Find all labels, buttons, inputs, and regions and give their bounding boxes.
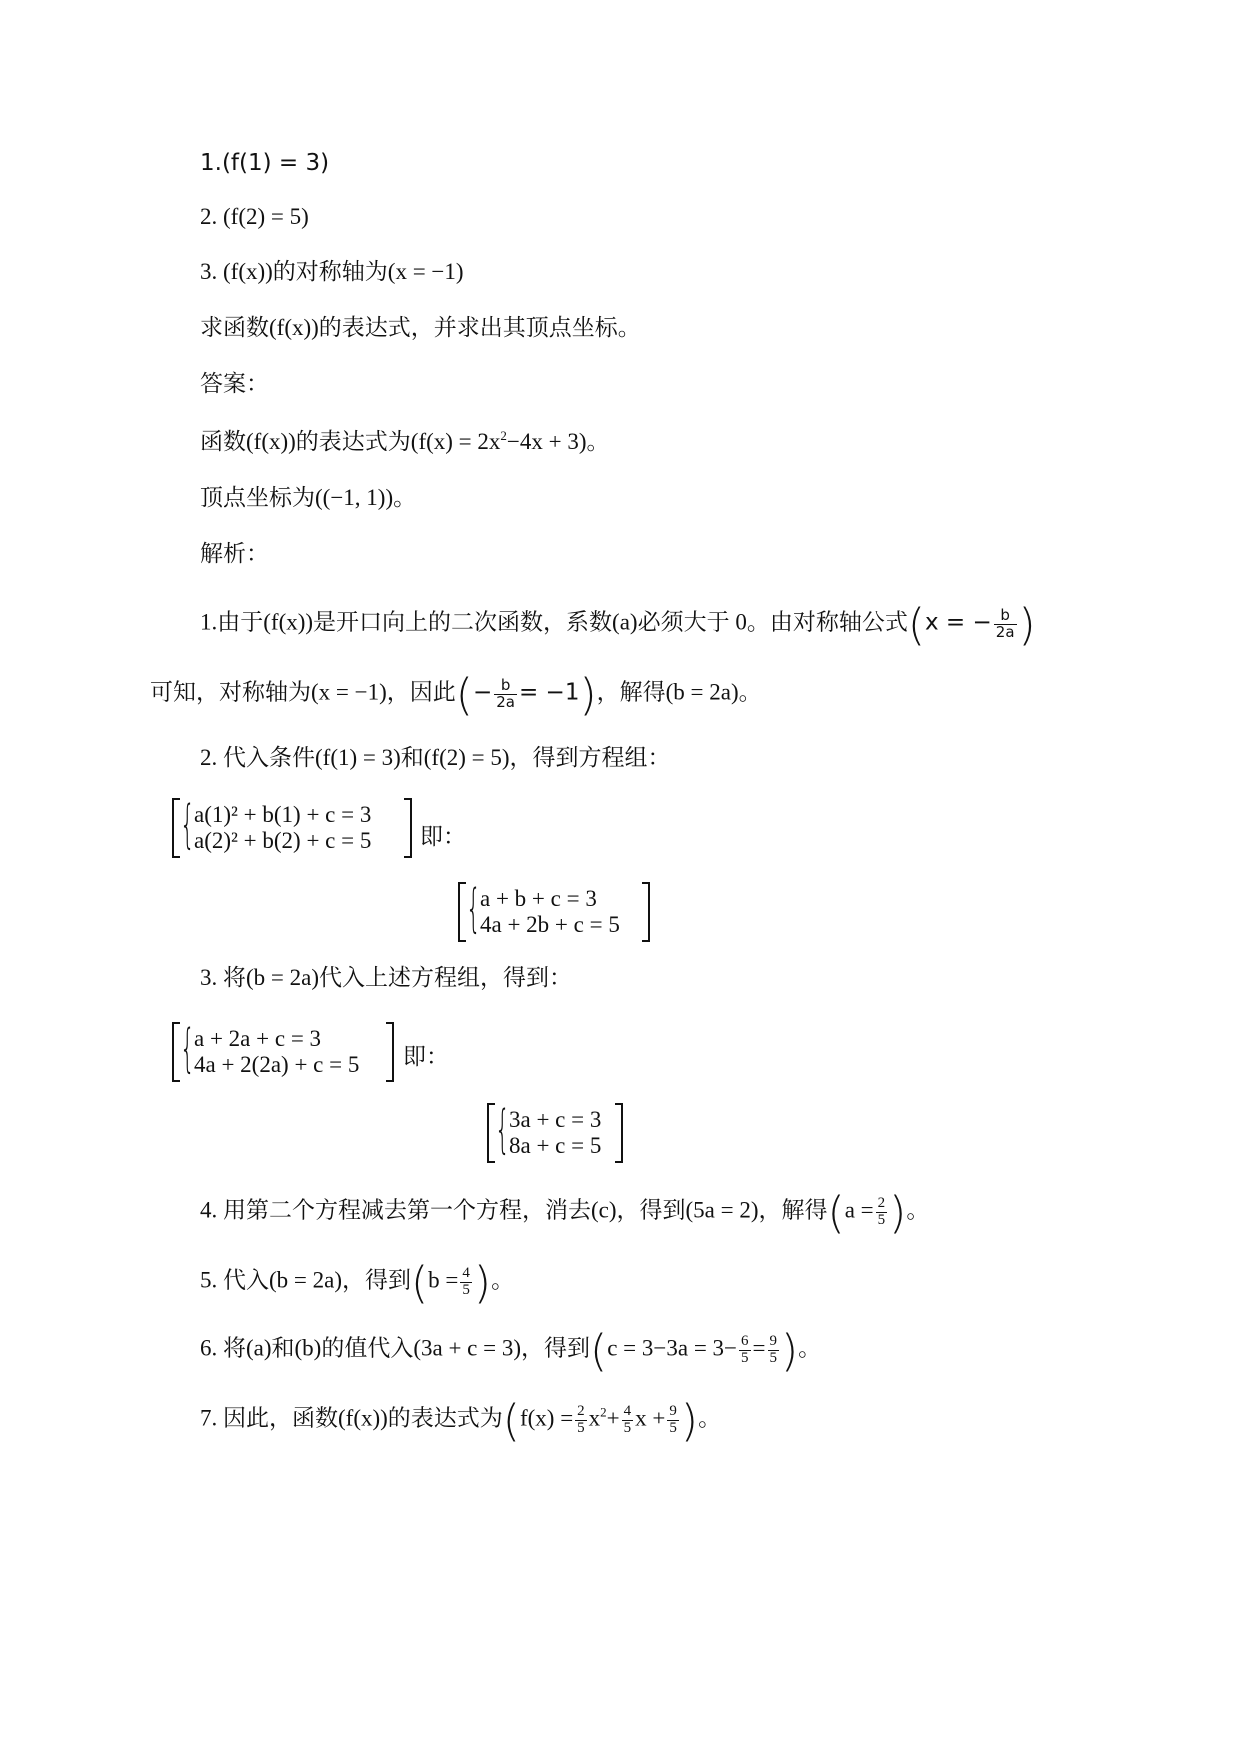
step-7 (200, 1395, 722, 1447)
system-row: 3a + c = 3 (509, 1107, 602, 1132)
fraction-2-over-5 (575, 1404, 587, 1437)
condition-1: 1.(f(1) = 3) (200, 150, 330, 176)
system-row: 8a + c = 5 (509, 1133, 602, 1158)
close-paren: ) (781, 1325, 799, 1377)
fraction-denominator: 2a (995, 622, 1015, 641)
answer-expression (200, 430, 610, 453)
step-6-equals: = (752, 1335, 766, 1361)
fraction-9-over-5 (768, 1334, 780, 1367)
right-bracket (386, 1022, 394, 1082)
step-6 (200, 1325, 822, 1377)
answer-vertex: 顶点坐标为((−1, 1))。 (200, 485, 417, 510)
open-paren: ( (455, 669, 473, 721)
answer-expr-prefix: 函数(f(x))的表达式为(f(x) = 2x (200, 429, 501, 454)
step-7-x: x (588, 1405, 601, 1431)
right-bracket (615, 1103, 623, 1163)
left-brace: { (180, 1019, 195, 1079)
close-paren: ) (473, 1257, 492, 1309)
step-6-text: 6. 将(a)和(b)的值代入(3a + c = 3)，得到 (200, 1335, 591, 1361)
fraction-numerator: b (494, 678, 517, 695)
step-7-eq: f(x) = (519, 1405, 574, 1431)
system-rows (480, 886, 620, 938)
open-paren: ( (411, 1257, 429, 1309)
left-bracket (172, 798, 180, 858)
question: 求函数(f(x))的表达式，并求出其顶点坐标。 (200, 315, 641, 340)
left-bracket (487, 1103, 495, 1163)
step-1-text: 1.由于(f(x))是开口向上的二次函数，系数(a)必须大于 0。由对称轴公式 (200, 609, 908, 635)
fraction-numerator: 6 (741, 1333, 749, 1349)
step-1b-result: ，解得(b = 2a)。 (596, 679, 762, 705)
answer-heading: 答案： (200, 371, 269, 396)
system-row: a(2)² + b(2) + c = 5 (194, 828, 372, 853)
answer-expr-exponent: 2 (500, 428, 507, 443)
right-bracket (404, 798, 412, 858)
fraction-4-over-5 (622, 1404, 634, 1437)
open-paren: ( (907, 599, 925, 651)
close-paren: ) (579, 669, 597, 721)
step-2: 2. 代入条件(f(1) = 3)和(f(2) = 5)，得到方程组： (200, 745, 671, 770)
condition-3: 3. (f(x))的对称轴为(x = −1) (200, 259, 464, 284)
left-bracket (172, 1022, 180, 1082)
step-5-eq: b = (428, 1267, 459, 1293)
fraction-denominator: 5 (669, 1419, 677, 1436)
right-bracket (642, 882, 650, 942)
step-7-plus: + (606, 1405, 620, 1431)
step-7-exponent: 2 (600, 1404, 607, 1420)
fraction-denominator: 2a (496, 692, 515, 711)
system-row: a + 2a + c = 3 (194, 1026, 322, 1051)
period: 。 (798, 1335, 822, 1361)
step-4-text: 4. 用第二个方程减去第一个方程，消去(c)，得到(5a = 2)，解得 (200, 1197, 828, 1223)
system-rows (509, 1107, 601, 1159)
step-1-line-2 (150, 669, 762, 721)
step-4 (200, 1187, 930, 1239)
step-6-eq: c = 3−3a = 3− (607, 1335, 738, 1361)
system-row: a + b + c = 3 (480, 886, 597, 911)
system-row: 4a + 2b + c = 5 (480, 912, 620, 937)
fraction-4-over-5 (460, 1266, 472, 1299)
close-paren: ) (680, 1395, 699, 1447)
system-row: 4a + 2(2a) + c = 5 (194, 1052, 360, 1077)
answer-expr-suffix: −4x + 3)。 (506, 429, 610, 454)
open-paren: ( (827, 1187, 845, 1239)
ji-label: 即： (403, 1044, 449, 1069)
step-1b-equals: = −1 (518, 679, 580, 706)
open-paren: ( (590, 1325, 608, 1377)
left-brace: { (466, 879, 481, 939)
fraction-denominator: 5 (577, 1419, 585, 1436)
fraction-9-over-5 (667, 1404, 679, 1437)
step-1b-minus: − (472, 679, 493, 706)
fraction-b-over-2a (494, 678, 517, 711)
fraction-numerator: 9 (769, 1333, 777, 1349)
fraction-denominator: 5 (623, 1419, 632, 1436)
left-brace: { (180, 795, 195, 855)
fraction-denominator: 5 (877, 1211, 886, 1228)
system-rows (194, 802, 371, 854)
fraction-numerator: 4 (623, 1403, 632, 1419)
fraction-numerator: 4 (462, 1265, 470, 1281)
fraction-2-over-5 (876, 1196, 888, 1229)
left-brace: { (495, 1100, 510, 1160)
step-4-eq: a = (844, 1197, 874, 1223)
close-paren: ) (1018, 599, 1036, 651)
step-1-formula: x = − (925, 609, 992, 636)
step-5 (200, 1257, 515, 1309)
step-1-line-1 (200, 599, 1036, 651)
open-paren: ( (502, 1395, 520, 1447)
fraction-numerator: 2 (877, 1195, 886, 1211)
equation-system-2 (458, 879, 650, 939)
fraction-denominator: 5 (741, 1349, 749, 1366)
period: 。 (698, 1405, 722, 1431)
ji-label: 即： (420, 824, 466, 849)
equation-system-3 (172, 1019, 394, 1079)
fraction-denominator: 5 (462, 1281, 470, 1298)
step-7-x-plus: x + (635, 1405, 666, 1431)
fraction-numerator: 2 (577, 1403, 585, 1419)
fraction-numerator: b (994, 608, 1017, 625)
fraction-denominator: 5 (769, 1349, 777, 1366)
period: 。 (491, 1267, 515, 1293)
period: 。 (906, 1197, 930, 1223)
equation-system-1 (172, 795, 412, 855)
fraction-b-over-2a (994, 608, 1017, 641)
system-row: a(1)² + b(1) + c = 3 (194, 802, 372, 827)
condition-2: 2. (f(2) = 5) (200, 204, 309, 229)
system-rows (194, 1026, 359, 1078)
fraction-numerator: 9 (669, 1403, 677, 1419)
analysis-heading: 解析： (200, 541, 269, 566)
equation-system-4 (487, 1100, 623, 1160)
close-paren: ) (889, 1187, 907, 1239)
step-7-text: 7. 因此，函数(f(x))的表达式为 (200, 1405, 503, 1431)
step-5-text: 5. 代入(b = 2a)，得到 (200, 1267, 411, 1293)
fraction-6-over-5 (739, 1334, 751, 1367)
left-bracket (458, 882, 466, 942)
step-1b-text: 可知，对称轴为(x = −1)，因此 (150, 679, 456, 705)
step-3: 3. 将(b = 2a)代入上述方程组，得到： (200, 965, 572, 990)
